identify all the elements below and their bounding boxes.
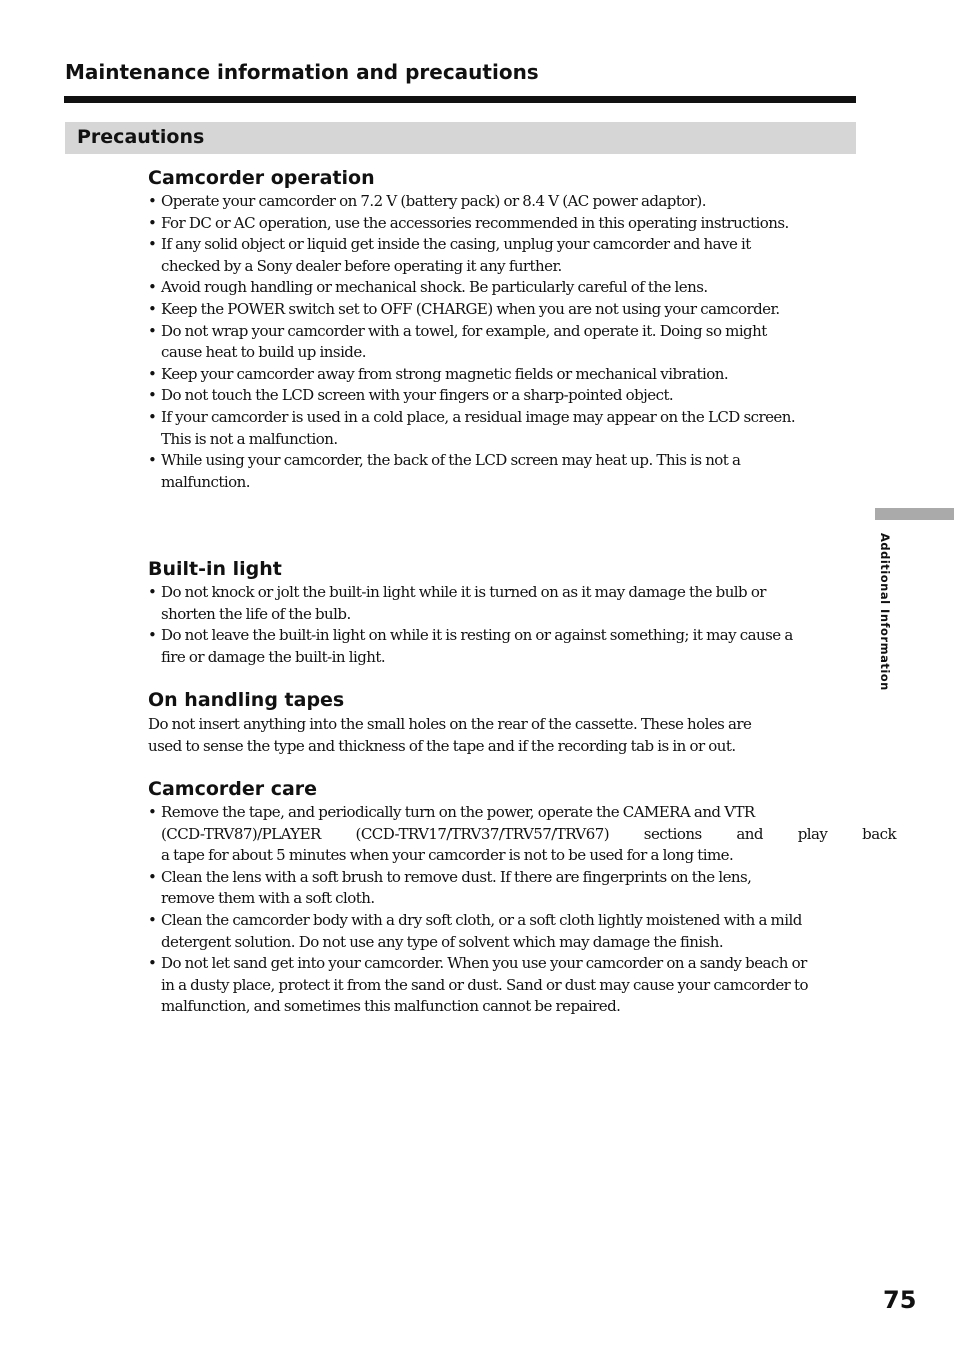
list-item: • Do not leave the built-in light on while it is resting on or against something; it may cause a fire or damage the built-in light. (148, 625, 808, 668)
list-item: • Do not wrap your camcorder with a towel, for example, and operate it. Doing so might cause heat to build up inside. (148, 321, 808, 364)
list-item: • Keep the POWER switch set to OFF (CHARGE) when you are not using your camcorder. (148, 299, 808, 321)
list-item: • Do not knock or jolt the built-in light while it is turned on as it may damage the bulb or shorten the life of the bulb. (148, 582, 808, 625)
list-item: • Clean the camcorder body with a dry soft cloth, or a soft cloth lightly moistened with a mild detergent solution. Do not use any type of solvent which may damage the finish. (148, 910, 808, 953)
list-item-line: a tape for about 5 minutes when your camcorder is not to be used for a long time. (161, 846, 734, 865)
section-title-camcorder-care: Camcorder care (148, 778, 318, 800)
section-built-in-light-list (148, 582, 808, 668)
list-item: • Avoid rough handling or mechanical shock. Be particularly careful of the lens. (148, 277, 808, 299)
list-item (148, 802, 896, 867)
list-item: • While using your camcorder, the back of the LCD screen may heat up. This is not a malfunction. (148, 450, 808, 493)
band-title: Precautions (77, 126, 205, 148)
header-rule (64, 96, 856, 103)
list-item: • Do not touch the LCD screen with your fingers or a sharp-pointed object. (148, 385, 808, 407)
list-item: • Operate your camcorder on 7.2 V (battery pack) or 8.4 V (AC power adaptor). (148, 191, 808, 213)
list-item: • Clean the lens with a soft brush to remove dust. If there are fingerprints on the lens, remove them with a soft cloth. (148, 867, 808, 910)
page-header-title: Maintenance information and precautions (65, 60, 539, 84)
list-item: • If your camcorder is used in a cold place, a residual image may appear on the LCD screen. This is not a malfunction. (148, 407, 808, 450)
section-band (65, 122, 856, 154)
page-number: 75 (883, 1286, 917, 1314)
section-camcorder-operation-list (148, 191, 808, 493)
section-title-handling-tapes: On handling tapes (148, 689, 345, 711)
section-title-built-in-light: Built-in light (148, 558, 282, 580)
side-tab-marker (875, 508, 954, 520)
list-item: • For DC or AC operation, use the accessories recommended in this operating instructions. (148, 213, 808, 235)
section-camcorder-care-list (148, 802, 896, 1018)
section-handling-tapes-body: Do not insert anything into the small holes on the rear of the cassette. These holes are used to sense the type and thickness of the tape and if the recording tab is in or out. (148, 715, 752, 755)
list-item-line: (CCD-TRV87)/PLAYER (CCD-TRV17/TRV37/TRV57/TRV67) sections and play back (161, 824, 896, 843)
side-tab-label: Additional Information (878, 533, 892, 691)
list-item: • Do not let sand get into your camcorder. When you use your camcorder on a sandy beach or in a dusty place, protect it from the sand or dust. Sand or dust may cause your camcorder to malfunction, and sometimes this malfunction cannot be repaired. (148, 953, 808, 1018)
list-item-line: Remove the tape, and periodically turn on the power, operate the CAMERA and VTR (161, 803, 755, 821)
list-item: • Keep your camcorder away from strong magnetic fields or mechanical vibration. (148, 364, 808, 386)
list-item: • If any solid object or liquid get inside the casing, unplug your camcorder and have it checked by a Sony dealer before operating it any further. (148, 234, 808, 277)
section-title-camcorder-operation: Camcorder operation (148, 167, 375, 189)
